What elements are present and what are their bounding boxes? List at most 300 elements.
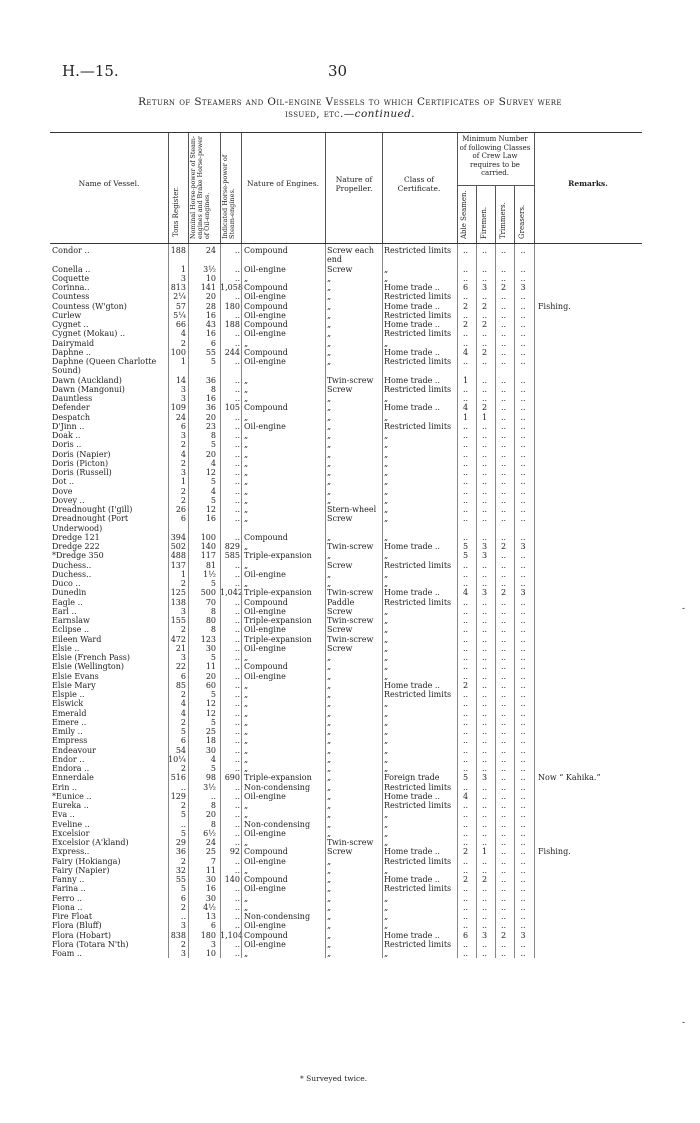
cell-eng: Compound <box>244 597 288 607</box>
table-row <box>50 773 642 782</box>
title-line-1: Return of Steamers and Oil-engine Vessels to which Certificates of Survey were <box>138 96 562 108</box>
cell-nom: 13 <box>205 912 216 921</box>
cell-as: .. <box>462 634 469 644</box>
cell-gr: .. <box>520 384 526 394</box>
cell-prop: Twin-screw <box>327 838 374 847</box>
cell-fi: 2 <box>481 320 488 329</box>
table-row <box>50 792 642 801</box>
cell-tr: .. <box>500 717 507 727</box>
column-rule <box>188 244 189 958</box>
cell-gr: .. <box>520 773 526 783</box>
cell-nom: 5 <box>210 477 216 487</box>
cell-name: Doak .. <box>52 431 81 440</box>
cell-fi: .. <box>481 717 488 727</box>
cell-tr: 2 <box>500 588 507 598</box>
cell-tons: 3 <box>180 921 186 931</box>
cell-tons: 85 <box>175 680 186 690</box>
cell-tr: .. <box>500 477 507 487</box>
cell-gr: .. <box>520 865 526 875</box>
table-row <box>50 644 642 653</box>
table-row <box>50 903 642 912</box>
cell-tr: .. <box>500 347 507 357</box>
table-row <box>50 477 642 486</box>
cell-fi: .. <box>481 782 488 792</box>
cell-name: Fiona .. <box>52 902 83 912</box>
cell-nom: .. <box>210 791 216 801</box>
cell-tr: .. <box>500 745 507 755</box>
cell-fi: 2 <box>481 875 488 884</box>
cell-fi: .. <box>481 736 488 746</box>
cell-fi: .. <box>481 440 488 450</box>
cell-eng: „ <box>244 699 249 709</box>
cell-cls: Foreign trade <box>384 773 440 783</box>
cell-name: Elsie Mary <box>52 680 96 690</box>
cell-as: .. <box>462 384 469 394</box>
cell-fi: .. <box>481 939 488 949</box>
cell-cls: Restricted limits <box>384 310 452 320</box>
cell-prop: Screw each end <box>327 246 375 265</box>
cell-gr: .. <box>520 662 526 672</box>
cell-prop: Screw <box>327 560 353 570</box>
table-row <box>50 450 642 459</box>
cell-cls: „ <box>384 865 389 875</box>
cell-prop: „ <box>327 680 332 690</box>
cell-as: .. <box>462 421 469 431</box>
cell-cls: Restricted limits <box>384 801 452 810</box>
header-able: Able Seamen. <box>460 190 468 239</box>
cell-nom: 8 <box>210 606 216 616</box>
cell-tr: .. <box>500 551 507 561</box>
cell-nom: 8 <box>210 431 216 440</box>
cell-fi: .. <box>481 477 488 487</box>
cell-tons: 4 <box>180 449 186 459</box>
cell-fi: 3 <box>481 542 488 551</box>
cell-tr: .. <box>500 708 507 718</box>
cell-nom: 5 <box>210 579 216 588</box>
cell-name: Eagle .. <box>52 597 83 607</box>
cell-tr: .. <box>500 838 507 847</box>
cell-fi: .. <box>481 791 488 801</box>
cell-eng: Non-condensing <box>244 912 311 921</box>
header-greasers: Greasers. <box>518 204 526 239</box>
cell-as: .. <box>462 643 469 653</box>
table-row <box>50 505 642 514</box>
cell-nom: 1½ <box>203 569 216 579</box>
cell-tons: 2 <box>180 717 186 727</box>
cell-ind: 92 <box>229 847 240 857</box>
cell-prop: Twin-screw <box>327 634 374 644</box>
column-rule <box>476 244 477 958</box>
cell-cls: „ <box>384 828 389 838</box>
cell-ind: .. <box>234 801 240 810</box>
cell-as: .. <box>462 532 469 542</box>
cell-eng: Oil-engine <box>244 828 286 838</box>
cell-tr: .. <box>500 634 507 644</box>
cell-fi: .. <box>481 865 488 875</box>
cell-name: Dredge 222 <box>52 542 100 551</box>
cell-gr: .. <box>520 421 526 431</box>
cell-eng: Compound <box>244 847 288 857</box>
cell-fi: 3 <box>481 930 488 940</box>
cell-name: Doris .. <box>52 440 82 450</box>
table-row <box>50 829 642 838</box>
cell-cls: „ <box>384 717 389 727</box>
cell-tons: 2 <box>180 939 186 949</box>
cell-eng: „ <box>244 505 249 514</box>
cell-nom: 4 <box>210 754 216 764</box>
cell-cls: „ <box>384 495 389 505</box>
cell-nom: 4½ <box>203 902 216 912</box>
cell-eng: „ <box>244 431 249 440</box>
cell-ind: 829 <box>224 542 240 551</box>
cell-as: 4 <box>462 347 469 357</box>
cell-name: Dot .. <box>52 477 75 487</box>
cell-ind: .. <box>234 477 240 487</box>
cell-cls: „ <box>384 273 389 283</box>
cell-ind: 180 <box>224 301 240 311</box>
cell-name: Countess <box>52 292 90 302</box>
cell-gr: .. <box>520 440 526 450</box>
cell-tons: 26 <box>175 505 186 514</box>
cell-tons: 3 <box>180 653 186 662</box>
cell-tons: 4 <box>180 708 186 718</box>
cell-prop: „ <box>327 301 332 311</box>
cell-cls: „ <box>384 708 389 718</box>
cell-tr: .. <box>500 468 507 477</box>
table-row <box>50 875 642 884</box>
cell-tons: 29 <box>175 838 186 847</box>
cell-fi: .. <box>481 921 488 931</box>
cell-tr: 2 <box>500 930 507 940</box>
cell-as: .. <box>462 431 469 440</box>
cell-prop: „ <box>327 884 332 894</box>
cell-gr: .. <box>520 875 526 884</box>
cell-prop: „ <box>327 468 332 477</box>
cell-tons: 32 <box>175 865 186 875</box>
cell-name: Countess (W'gton) <box>52 301 127 311</box>
cell-nom: 20 <box>205 412 216 422</box>
cell-ind: .. <box>234 819 240 829</box>
table-row <box>50 302 642 311</box>
cell-prop: „ <box>327 708 332 718</box>
cell-as: .. <box>462 764 469 773</box>
cell-as: .. <box>462 856 469 866</box>
cell-as: .. <box>462 653 469 662</box>
cell-eng: „ <box>244 754 249 764</box>
cell-cls: „ <box>384 699 389 709</box>
cell-as: 1 <box>462 412 469 422</box>
cell-cls: Restricted limits <box>384 690 452 699</box>
header-remarks: Remarks. <box>568 179 608 188</box>
table-row <box>50 755 642 764</box>
cell-prop: „ <box>327 477 332 487</box>
cell-eng: Compound <box>244 532 288 542</box>
cell-fi: .. <box>481 764 488 773</box>
cell-tons: .. <box>180 819 186 829</box>
cell-as: .. <box>462 246 469 255</box>
cell-prop: „ <box>327 791 332 801</box>
cell-name: Duchess.. <box>52 569 92 579</box>
cell-gr: .. <box>520 690 526 699</box>
cell-gr: .. <box>520 329 526 339</box>
cell-nom: 20 <box>205 671 216 681</box>
cell-fi: 2 <box>481 403 488 413</box>
cell-cls: „ <box>384 727 389 736</box>
table-row <box>50 653 642 662</box>
cell-as: 2 <box>462 320 469 329</box>
cell-as: 2 <box>462 680 469 690</box>
cell-prop: Stern-wheel <box>327 505 377 514</box>
cell-fi: .. <box>481 616 488 625</box>
cell-as: .. <box>462 939 469 949</box>
cell-gr: .. <box>520 486 526 496</box>
cell-name: Express.. <box>52 847 90 857</box>
cell-prop: „ <box>327 828 332 838</box>
cell-fi: .. <box>481 292 488 302</box>
header-class: Class of Certificate. <box>397 175 441 193</box>
cell-as: .. <box>462 338 469 348</box>
table-row <box>50 857 642 866</box>
cell-fi: .. <box>481 680 488 690</box>
cell-fi: .. <box>481 912 488 921</box>
cell-ind: 1,104 <box>220 930 243 940</box>
cell-ind: .. <box>234 560 240 570</box>
cell-tr: 2 <box>500 283 507 292</box>
cell-gr: .. <box>520 643 526 653</box>
cell-eng: Oil-engine <box>244 939 286 949</box>
cell-gr: 3 <box>520 588 526 598</box>
cell-as: .. <box>462 292 469 302</box>
cell-ind: .. <box>234 532 240 542</box>
cell-eng: „ <box>244 745 249 755</box>
cell-tr: 2 <box>500 542 507 551</box>
cell-tr: .. <box>500 579 507 588</box>
cell-tons: 3 <box>180 273 186 283</box>
cell-name: Elsie .. <box>52 643 80 653</box>
cell-eng: Triple-expansion <box>244 616 312 625</box>
cell-tr: .. <box>500 495 507 505</box>
cell-gr: .. <box>520 551 526 561</box>
cell-ind: 105 <box>224 403 240 413</box>
cell-tr: .. <box>500 754 507 764</box>
cell-ind: .. <box>234 606 240 616</box>
cell-tons: 14 <box>175 375 186 385</box>
cell-ind: .. <box>234 505 240 514</box>
cell-nom: 43 <box>205 320 216 329</box>
cell-fi: .. <box>481 560 488 570</box>
cell-as: .. <box>462 625 469 635</box>
cell-fi: 2 <box>481 301 488 311</box>
cell-cls: Restricted limits <box>384 421 452 431</box>
cell-fi: .. <box>481 856 488 866</box>
header-nominal: Nominal Horse-power of Steam-engines and Brake Horse-power of Oil-engines. <box>190 136 211 239</box>
margin-mark: - <box>682 604 686 614</box>
table-row <box>50 801 642 810</box>
cell-tons: 66 <box>175 320 186 329</box>
cell-fi: .. <box>481 884 488 894</box>
cell-name: Fire Float <box>52 912 93 921</box>
cell-ind: .. <box>234 273 240 283</box>
cell-as: .. <box>462 329 469 339</box>
cell-cls: „ <box>384 264 389 274</box>
column-rule <box>495 244 496 958</box>
title-line-2-plain: issued, etc.— <box>284 108 355 120</box>
cell-tons: 1 <box>180 477 186 487</box>
cell-cls: Restricted limits <box>384 384 452 394</box>
cell-fi: 1 <box>481 847 488 857</box>
cell-tr: .. <box>500 782 507 792</box>
cell-tons: 21 <box>175 643 186 653</box>
cell-prop: Screw <box>327 514 353 524</box>
cell-gr: .. <box>520 273 526 283</box>
cell-tr: .. <box>500 727 507 736</box>
cell-tr: .. <box>500 292 507 302</box>
cell-name: Doris (Napier) <box>52 449 111 459</box>
cell-prop: „ <box>327 431 332 440</box>
cell-tons: 5 <box>180 727 186 736</box>
cell-eng: Oil-engine <box>244 292 286 302</box>
cell-eng: „ <box>244 412 249 422</box>
cell-prop: „ <box>327 458 332 468</box>
cell-fi: .. <box>481 421 488 431</box>
cell-as: 5 <box>462 773 469 783</box>
cell-ind: 690 <box>224 773 240 783</box>
cell-cls: „ <box>384 505 389 514</box>
cell-ind: .. <box>234 440 240 450</box>
cell-eng: „ <box>244 542 249 551</box>
cell-name: Despatch <box>52 412 90 422</box>
cell-as: .. <box>462 495 469 505</box>
cell-cls: Home trade .. <box>384 875 440 884</box>
cell-name: Conella .. <box>52 264 91 274</box>
cell-eng: „ <box>244 560 249 570</box>
cell-ind: .. <box>234 421 240 431</box>
cell-eng: „ <box>244 273 249 283</box>
cell-tons: 54 <box>175 745 186 755</box>
cell-name: Dunedin <box>52 588 87 598</box>
cell-cls: „ <box>384 643 389 653</box>
cell-eng: „ <box>244 680 249 690</box>
cell-name: Flora (Bluff) <box>52 921 102 931</box>
cell-nom: 5 <box>210 440 216 450</box>
cell-fi: .. <box>481 246 488 255</box>
cell-tons: .. <box>180 912 186 921</box>
cell-ind: .. <box>234 791 240 801</box>
table-row <box>50 598 642 607</box>
cell-tr: .. <box>500 273 507 283</box>
cell-name: Elsie (French Pass) <box>52 653 131 662</box>
cell-as: .. <box>462 865 469 875</box>
cell-nom: 10 <box>205 273 216 283</box>
cell-nom: 117 <box>200 551 216 561</box>
cell-tons: 5 <box>180 884 186 894</box>
cell-fi: .. <box>481 690 488 699</box>
cell-ind: .. <box>234 949 240 958</box>
cell-fi: .. <box>481 579 488 588</box>
cell-ind: .. <box>234 514 240 524</box>
cell-ind: 188 <box>224 320 240 329</box>
cell-nom: 11 <box>205 662 216 672</box>
cell-gr: .. <box>520 653 526 662</box>
cell-prop: Screw <box>327 847 353 857</box>
cell-tr: .. <box>500 412 507 422</box>
cell-prop: „ <box>327 727 332 736</box>
cell-nom: 16 <box>205 394 216 403</box>
cell-prop: „ <box>327 412 332 422</box>
table-title <box>60 96 640 120</box>
cell-as: .. <box>462 884 469 894</box>
cell-fi: .. <box>481 606 488 616</box>
cell-fi: .. <box>481 458 488 468</box>
cell-cls: „ <box>384 579 389 588</box>
cell-as: 6 <box>462 283 469 292</box>
cell-name: D'Jinn .. <box>52 421 85 431</box>
cell-name: Fanny .. <box>52 875 85 884</box>
cell-tr: .. <box>500 801 507 810</box>
cell-tons: 5 <box>180 828 186 838</box>
cell-tr: .. <box>500 912 507 921</box>
cell-tr: .. <box>500 514 507 524</box>
cell-cls: Restricted limits <box>384 357 452 366</box>
cell-cls: „ <box>384 902 389 912</box>
cell-tons: 3 <box>180 606 186 616</box>
cell-fi: .. <box>481 949 488 958</box>
cell-rem: Now “ Kahika.” <box>538 773 601 783</box>
cell-ind: .. <box>234 653 240 662</box>
cell-tr: .. <box>500 865 507 875</box>
cell-tons: .. <box>180 782 186 792</box>
cell-nom: 81 <box>205 560 216 570</box>
cell-cls: „ <box>384 754 389 764</box>
cell-tr: .. <box>500 662 507 672</box>
cell-eng: „ <box>244 801 249 810</box>
cell-prop: „ <box>327 949 332 958</box>
cell-name: Farina .. <box>52 884 86 894</box>
cell-prop: „ <box>327 532 332 542</box>
cell-fi: .. <box>481 634 488 644</box>
cell-tons: 488 <box>170 551 186 561</box>
cell-prop: „ <box>327 773 332 783</box>
cell-gr: .. <box>520 745 526 755</box>
cell-nom: 3 <box>210 939 216 949</box>
table-row <box>50 487 642 496</box>
table-row <box>50 274 642 283</box>
cell-name: Curlew <box>52 310 82 320</box>
cell-prop: „ <box>327 912 332 921</box>
cell-cls: Restricted limits <box>384 329 452 339</box>
cell-gr: .. <box>520 514 526 524</box>
cell-tr: .. <box>500 625 507 635</box>
cell-gr: 3 <box>520 542 526 551</box>
cell-name: Dredge 121 <box>52 532 100 542</box>
cell-tons: 1 <box>180 357 186 366</box>
table-row <box>50 718 642 727</box>
cell-nom: 30 <box>205 875 216 884</box>
cell-fi: .. <box>481 810 488 820</box>
cell-ind: .. <box>234 754 240 764</box>
table-row <box>50 385 642 394</box>
cell-cls: Restricted limits <box>384 560 452 570</box>
table-row <box>50 403 642 412</box>
cell-nom: 16 <box>205 884 216 894</box>
cell-ind: 1,058 <box>220 283 243 292</box>
cell-eng: Compound <box>244 662 288 672</box>
cell-eng: „ <box>244 477 249 487</box>
cell-cls: Home trade .. <box>384 791 440 801</box>
cell-nom: 16 <box>205 310 216 320</box>
cell-tons: 838 <box>170 930 186 940</box>
cell-eng: Oil-engine <box>244 856 286 866</box>
